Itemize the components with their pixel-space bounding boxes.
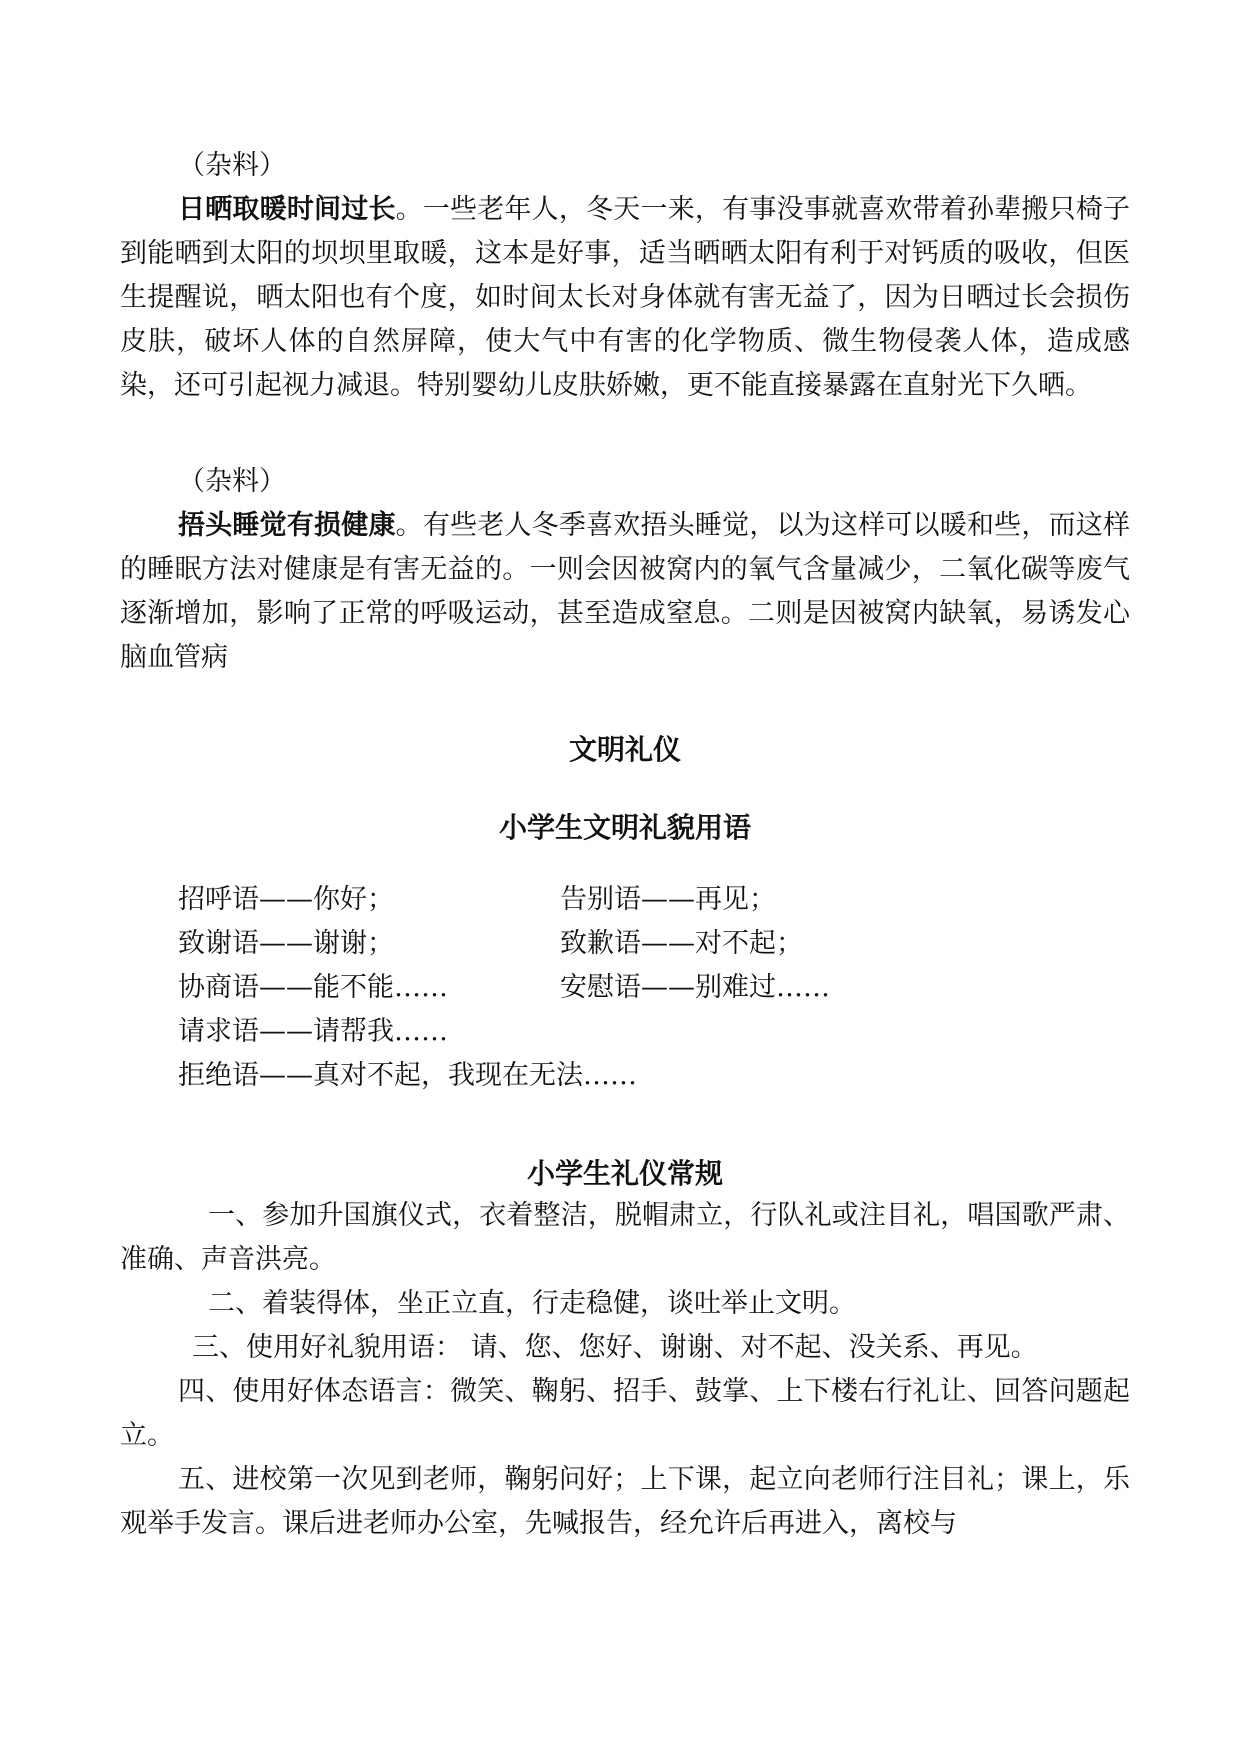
phrase-item: 拒绝语——真对不起，我现在无法…… <box>178 1060 637 1091</box>
section2-tag: （杂料） <box>178 466 286 497</box>
section1-tag: （杂料） <box>178 150 286 181</box>
phrases-list <box>178 878 1078 1098</box>
phrase-row <box>178 1010 1078 1054</box>
rule-item: 一、参加升国旗仪式，衣着整洁，脱帽肃立，行队礼或注目礼，唱国歌严肃、准确、声音洪亮。 <box>120 1200 1130 1275</box>
rule-item: 四、使用好体态语言：微笑、鞠躬、招手、鼓掌、上下楼右行礼让、回答问题起立。 <box>120 1376 1130 1451</box>
phrase-row <box>178 966 1078 1010</box>
phrase-item: 安慰语——别难过…… <box>560 972 830 1003</box>
phrase-item: 告别语——再见； <box>560 884 776 915</box>
section1-body: 。一些老年人，冬天一来，有事没事就喜欢带着孙辈搬只椅子到能晒到太阳的坝坝里取暖，这本是好事，适当晒晒太阳有利于对钙质的吸收，但医生提醒说，晒太阳也有个度，如时间太长对身体就有害无益了，因为日晒过长会损伤皮肤，破坏人体的自然屏障，使大气中有害的化学物质、微生物侵袭人体，造成感染，还可引起视力减退。特别婴幼儿皮肤娇嫩，更不能直接暴露在直射光下久晒。 <box>120 194 1131 401</box>
phrase-item: 请求语——请帮我…… <box>178 1016 448 1047</box>
phrase-item: 招呼语——你好； <box>178 884 394 915</box>
rule-item: 三、使用好礼貌用语： 请、您、您好、谢谢、对不起、没关系、再见。 <box>192 1332 1038 1363</box>
section1-paragraph <box>120 188 1130 408</box>
phrase-item: 致歉语——对不起； <box>560 928 803 959</box>
section2-paragraph <box>120 504 1130 680</box>
rules-list <box>120 1194 1130 1546</box>
phrase-item: 协商语——能不能…… <box>178 972 448 1003</box>
rule-item: 五、进校第一次见到老师，鞠躬问好；上下课，起立向老师行注目礼；课上，乐观举手发言。课后进老师办公室，先喊报告，经允许后再进入，离校与 <box>120 1464 1130 1539</box>
phrase-row <box>178 1054 1078 1098</box>
phrase-item: 致谢语——谢谢； <box>178 928 394 959</box>
phrase-row <box>178 878 1078 922</box>
section2-body: 。有些老人冬季喜欢捂头睡觉，以为这样可以暖和些，而这样的睡眠方法对健康是有害无益的。一则会因被窝内的氧气含量减少，二氧化碳等废气逐渐增加，影响了正常的呼吸运动，甚至造成窒息。二则是因被窝内缺氧，易诱发心脑血管病 <box>120 510 1131 673</box>
phrases-title: 小学生文明礼貌用语 <box>498 811 751 844</box>
etiquette-title: 文明礼仪 <box>568 733 681 766</box>
rules-title: 小学生礼仪常规 <box>526 1157 723 1190</box>
phrase-row <box>178 922 1078 966</box>
section1-heading: 日晒取暖时间过长 <box>178 194 396 225</box>
section2-heading: 捂头睡觉有损健康 <box>178 510 396 541</box>
rule-item: 二、着装得体，坐正立直，行走稳健，谈吐举止文明。 <box>208 1288 856 1319</box>
